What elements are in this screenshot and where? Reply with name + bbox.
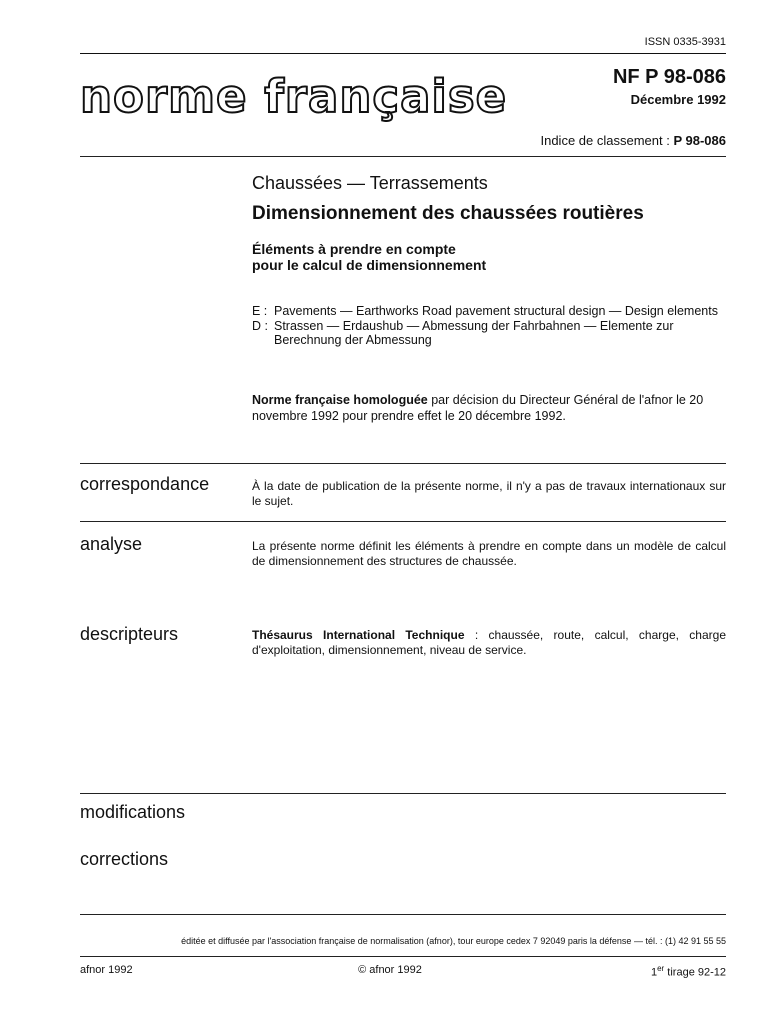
analyse-text: La présente norme définit les éléments à prendre en compte dans un modèle de calcul de dimensionnement des structures de chaussée.	[252, 539, 726, 568]
homologation-statement	[252, 392, 726, 424]
classement-label: Indice de classement :	[540, 133, 670, 148]
tirage-sup: er	[657, 964, 665, 973]
modifications-rule	[80, 793, 726, 794]
classement-index	[420, 133, 726, 148]
descripteurs-list: : chaussée, route, calcul, charge, charge d'exploitation, dimensionnement, niveau de service.	[252, 628, 726, 657]
footer-copyright: © afnor 1992	[358, 964, 422, 976]
lang-code: D :	[252, 318, 268, 333]
correspondance-rule	[80, 463, 726, 464]
brand-logo: norme française	[80, 70, 508, 123]
section-label-analyse: analyse	[80, 534, 143, 554]
footer-bottom-rule	[80, 956, 726, 957]
footer-left: afnor 1992	[80, 964, 133, 976]
section-label-corrections: corrections	[80, 849, 169, 869]
norm-number: NF P 98-086	[612, 66, 726, 88]
header-bottom-rule	[80, 156, 726, 157]
tirage-text: tirage 92-12	[664, 966, 726, 979]
analyse-rule	[80, 521, 726, 522]
translation-text: Strassen — Erdaushub — Abmessung der Fahrbahnen — Elemente zur Berechnung der Abmessung	[274, 318, 674, 347]
subtitle	[252, 241, 486, 273]
subtitle-line-2: pour le calcul de dimensionnement	[252, 257, 487, 273]
section-label-modifications: modifications	[80, 802, 186, 822]
classement-value: P 98-086	[673, 133, 726, 148]
homologation-text: par décision du Directeur Général de l'afnor le 20 novembre 1992 pour prendre effet le 20 décembre 1992.	[252, 393, 704, 423]
translation-german	[252, 319, 726, 348]
footer-top-rule	[80, 914, 726, 915]
norm-date: Décembre 1992	[630, 92, 726, 107]
translations	[252, 304, 726, 348]
translation-text: Pavements — Earthworks Road pavement structural design — Design elements	[274, 304, 718, 318]
publisher-line: éditée et diffusée par l'association française de normalisation (afnor), tour europe cedex 7 92049 paris la défense — tél. : (1) 42 91 55 55	[181, 936, 726, 946]
footer-tirage	[560, 964, 726, 979]
descripteurs-text	[252, 628, 726, 658]
section-label-descripteurs: descripteurs	[80, 624, 179, 644]
translation-english	[252, 304, 726, 319]
section-label-correspondance: correspondance	[80, 474, 210, 494]
issn-number: ISSN 0335-3931	[644, 36, 726, 48]
descripteurs-bold: Thésaurus International Technique	[252, 628, 465, 642]
homologation-bold: Norme française homologuée	[252, 393, 428, 407]
tirage-number: 1	[650, 966, 658, 979]
header-top-rule	[80, 53, 726, 54]
lang-code: E :	[252, 304, 268, 318]
correspondance-text: À la date de publication de la présente norme, il n'y a pas de travaux internationaux sur le sujet.	[252, 479, 726, 508]
subtitle-line-1: Éléments à prendre en compte	[252, 241, 456, 257]
category-title: Chaussées — Terrassements	[252, 173, 488, 193]
main-title: Dimensionnement des chaussées routières	[252, 203, 644, 224]
